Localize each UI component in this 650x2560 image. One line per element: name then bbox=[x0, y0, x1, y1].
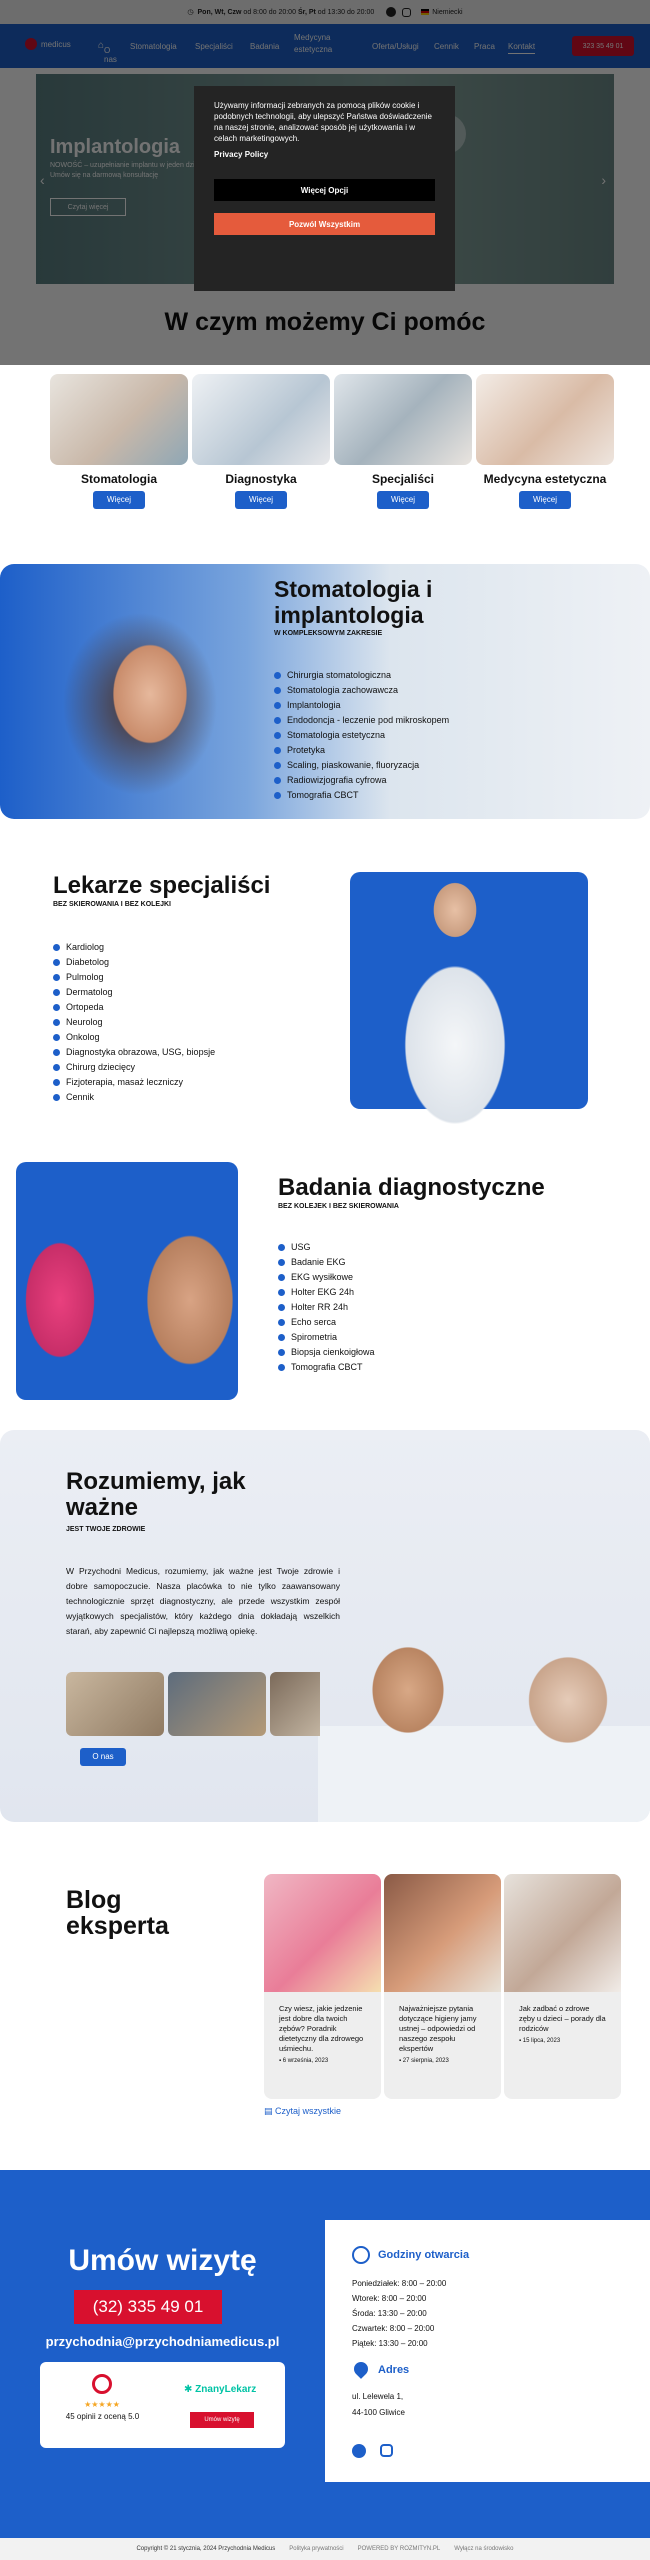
hours-list bbox=[352, 2276, 446, 2351]
about-title-1: Rozumiemy, jak bbox=[66, 1468, 246, 1495]
list-item[interactable]: Diabetolog bbox=[53, 955, 215, 970]
card-button-diagnostyka[interactable]: Więcej bbox=[235, 491, 287, 509]
blog-card-title: Najważniejsze pytania dotyczące higieny jamy ustnej – odpowiedzi od naszego zespołu ekspertów bbox=[399, 2004, 477, 2053]
stoma-title-1: Stomatologia i bbox=[274, 576, 433, 602]
cookie-privacy-link[interactable]: Privacy Policy bbox=[214, 150, 269, 159]
card-label-stomatologia: Stomatologia bbox=[80, 472, 157, 486]
list-item[interactable]: Chirurg dziecięcy bbox=[53, 1060, 215, 1075]
footer-cookies-link[interactable]: Wyłącz na środowisko bbox=[454, 2546, 514, 2552]
instagram-icon[interactable] bbox=[380, 2444, 393, 2457]
list-item: Holter RR 24h bbox=[278, 1300, 375, 1315]
list-item: Scaling, piaskowanie, fluoryzacja bbox=[274, 758, 449, 773]
footer-privacy-link[interactable]: Polityka prywatności bbox=[289, 2546, 344, 2552]
doctor-photo bbox=[375, 855, 535, 1135]
calendar-icon: ▪ bbox=[279, 2058, 283, 2064]
medical-cross-icon bbox=[92, 2374, 112, 2394]
doctors-subtitle: BEZ SKIEROWANIA I BEZ KOLEJKI bbox=[53, 901, 171, 908]
cookie-text: Używamy informacji zebranych za pomocą plików cookie i podobnych technologii, aby ulepszyć Państwa doświadczenie na naszej stronie, analizować sposób jej użytkowania i w celach marketingowych. bbox=[214, 101, 432, 143]
list-item: Stomatologia zachowawcza bbox=[274, 683, 449, 698]
list-item[interactable]: Diagnostyka obrazowa, USG, biopsje bbox=[53, 1045, 215, 1060]
rating-text: 45 opinii z oceną 5.0 bbox=[65, 2412, 140, 2421]
footer bbox=[0, 2538, 650, 2560]
hours-row: Poniedziałek: 8:00 – 20:00 bbox=[352, 2279, 447, 2288]
doctors-list bbox=[53, 940, 215, 1105]
blog-card-date bbox=[264, 2054, 381, 2068]
card-button-specjalisci[interactable]: Więcej bbox=[377, 491, 429, 509]
about-button[interactable]: O nas bbox=[80, 1748, 126, 1766]
list-item[interactable]: Ortopeda bbox=[53, 1000, 215, 1015]
list-item[interactable]: Fizjoterapia, masaż leczniczy bbox=[53, 1075, 215, 1090]
znanylekarz-button[interactable]: Umów wizytę bbox=[190, 2412, 254, 2428]
rating-stars: ★★★★★ bbox=[84, 2400, 120, 2409]
hours-row: Piątek: 13:30 – 20:00 bbox=[352, 2339, 428, 2348]
hours-row: Wtorek: 8:00 – 20:00 bbox=[352, 2294, 427, 2303]
card-image-diagnostyka[interactable] bbox=[192, 374, 330, 465]
card-label-specjalisci: Specjaliści bbox=[371, 472, 435, 486]
blog-card-title: Jak zadbać o zdrowe zęby u dzieci – porady dla rodziców bbox=[519, 2004, 606, 2033]
contact-email[interactable]: przychodnia@przychodniamedicus.pl bbox=[45, 2334, 280, 2349]
blog-card-date bbox=[384, 2054, 501, 2068]
znanylekarz-logo bbox=[184, 2384, 256, 2395]
blog-date-text: 27 sierpnia, 2023 bbox=[402, 2058, 449, 2064]
stoma-subtitle: W KOMPLEKSOWYM ZAKRESIE bbox=[274, 630, 383, 637]
about-photo bbox=[318, 1630, 650, 1822]
card-image-stomatologia[interactable] bbox=[50, 374, 188, 465]
address-line2: 44-100 Gliwice bbox=[352, 2408, 405, 2417]
list-item[interactable]: Neurolog bbox=[53, 1015, 215, 1030]
list-item[interactable]: Onkolog bbox=[53, 1030, 215, 1045]
list-item: Spirometria bbox=[278, 1330, 375, 1345]
list-item: Endodoncja - leczenie pod mikroskopem bbox=[274, 713, 449, 728]
list-item: USG bbox=[278, 1240, 375, 1255]
blog-card[interactable] bbox=[504, 1874, 621, 2099]
hours-row: Środa: 13:30 – 20:00 bbox=[352, 2309, 427, 2318]
blog-title-1: Blog bbox=[66, 1886, 122, 1914]
calendar-icon: ▪ bbox=[399, 2058, 403, 2064]
hours-row: Czwartek: 8:00 – 20:00 bbox=[352, 2324, 435, 2333]
list-item: Stomatologia estetyczna bbox=[274, 728, 449, 743]
contact-phone-button[interactable]: (32) 335 49 01 bbox=[74, 2290, 222, 2324]
blog-card-image bbox=[504, 1874, 621, 1992]
card-image-specjalisci[interactable] bbox=[334, 374, 472, 465]
blog-all-link[interactable] bbox=[264, 2106, 341, 2117]
list-item[interactable]: Dermatolog bbox=[53, 985, 215, 1000]
blog-title-2: eksperta bbox=[66, 1912, 169, 1940]
stoma-photo bbox=[30, 564, 260, 819]
cookie-more-button[interactable]: Więcej Opcji bbox=[214, 179, 435, 201]
diag-list bbox=[278, 1240, 375, 1375]
about-subtitle: JEST TWOJE ZDROWIE bbox=[66, 1526, 146, 1533]
blog-card-image bbox=[264, 1874, 381, 1992]
list-item[interactable]: Kardiolog bbox=[53, 940, 215, 955]
book-icon: ▤ bbox=[264, 2106, 276, 2116]
footer-copyright: Copyright © 21 stycznia, 2024 Przychodnia Medicus bbox=[136, 2546, 276, 2552]
list-item: Holter EKG 24h bbox=[278, 1285, 375, 1300]
hours-clock-icon bbox=[352, 2246, 370, 2264]
list-item: Protetyka bbox=[274, 743, 449, 758]
card-button-medycyna[interactable]: Więcej bbox=[519, 491, 571, 509]
facebook-icon[interactable] bbox=[352, 2444, 366, 2458]
blog-card-image bbox=[384, 1874, 501, 1992]
list-item: Tomografia CBCT bbox=[274, 788, 449, 803]
contact-title: Umów wizytę bbox=[68, 2244, 257, 2277]
diag-title: Badania diagnostyczne bbox=[278, 1174, 545, 1201]
list-item: EKG wysiłkowe bbox=[278, 1270, 375, 1285]
doctors-title: Lekarze specjaliści bbox=[53, 872, 271, 899]
star-icon: ✱ bbox=[184, 2384, 193, 2395]
list-item: Radiowizjografia cyfrowa bbox=[274, 773, 449, 788]
about-text: W Przychodni Medicus, rozumiemy, jak ważne jest Twoje zdrowie i dobre samopoczucie. Nasza placówka to nie tylko zaawansowany technologicznie sprzęt diagnostyczny, ale przede wszystkim zespół wyjątkowych specjalistów, który każdego dnia dokładają wszelkich starań, aby zapewnić Ci najlepszą możliwą opiekę. bbox=[66, 1566, 340, 1636]
blog-card[interactable] bbox=[264, 1874, 381, 2099]
stoma-title-2: implantologia bbox=[274, 602, 424, 628]
about-gallery-1[interactable] bbox=[66, 1672, 164, 1736]
hours-title: Godziny otwarcia bbox=[378, 2249, 470, 2261]
calendar-icon: ▪ bbox=[519, 2038, 523, 2044]
list-item[interactable]: Pulmolog bbox=[53, 970, 215, 985]
blog-card-date bbox=[504, 2034, 621, 2048]
diag-photo bbox=[0, 1160, 256, 1405]
address-line1: ul. Lelewela 1, bbox=[352, 2392, 404, 2401]
blog-all-label: Czytaj wszystkie bbox=[275, 2106, 342, 2116]
list-item: Biopsja cienkoigłowa bbox=[278, 1345, 375, 1360]
card-image-medycyna[interactable] bbox=[476, 374, 614, 465]
about-gallery-2[interactable] bbox=[168, 1672, 266, 1736]
card-label-medycyna: Medycyna estetyczna bbox=[483, 472, 607, 486]
card-label-diagnostyka: Diagnostyka bbox=[225, 472, 297, 486]
reviews-box bbox=[40, 2362, 285, 2448]
about-gallery-3[interactable] bbox=[270, 1672, 320, 1736]
footer-powered[interactable]: POWERED BY ROZMITYN.PL bbox=[357, 2546, 441, 2552]
blog-date-text: 15 lipca, 2023 bbox=[522, 2038, 561, 2044]
blog-date-text: 6 września, 2023 bbox=[282, 2058, 329, 2064]
list-item: Implantologia bbox=[274, 698, 449, 713]
list-item: Badanie EKG bbox=[278, 1255, 375, 1270]
blog-card-title: Czy wiesz, jakie jedzenie jest dobre dla twoich zębów? Poradnik dietetyczny dla zdrowego uśmiechu. bbox=[279, 2004, 364, 2053]
list-item: Chirurgia stomatologiczna bbox=[274, 668, 449, 683]
card-button-stomatologia[interactable]: Więcej bbox=[93, 491, 145, 509]
list-item: Echo serca bbox=[278, 1315, 375, 1330]
list-item[interactable]: Cennik bbox=[53, 1090, 215, 1105]
hours-box bbox=[325, 2220, 650, 2482]
blog-card[interactable] bbox=[384, 1874, 501, 2099]
cookie-accept-button[interactable]: Pozwól Wszystkim bbox=[214, 213, 435, 235]
list-item: Tomografia CBCT bbox=[278, 1360, 375, 1375]
stoma-list bbox=[274, 668, 449, 803]
cookie-modal bbox=[194, 86, 455, 291]
about-title-2: ważne bbox=[66, 1494, 139, 1521]
diag-subtitle: BEZ KOLEJEK I BEZ SKIEROWANIA bbox=[278, 1203, 399, 1210]
address-title: Adres bbox=[378, 2364, 410, 2376]
znanylekarz-name: ZnanyLekarz bbox=[195, 2384, 257, 2395]
